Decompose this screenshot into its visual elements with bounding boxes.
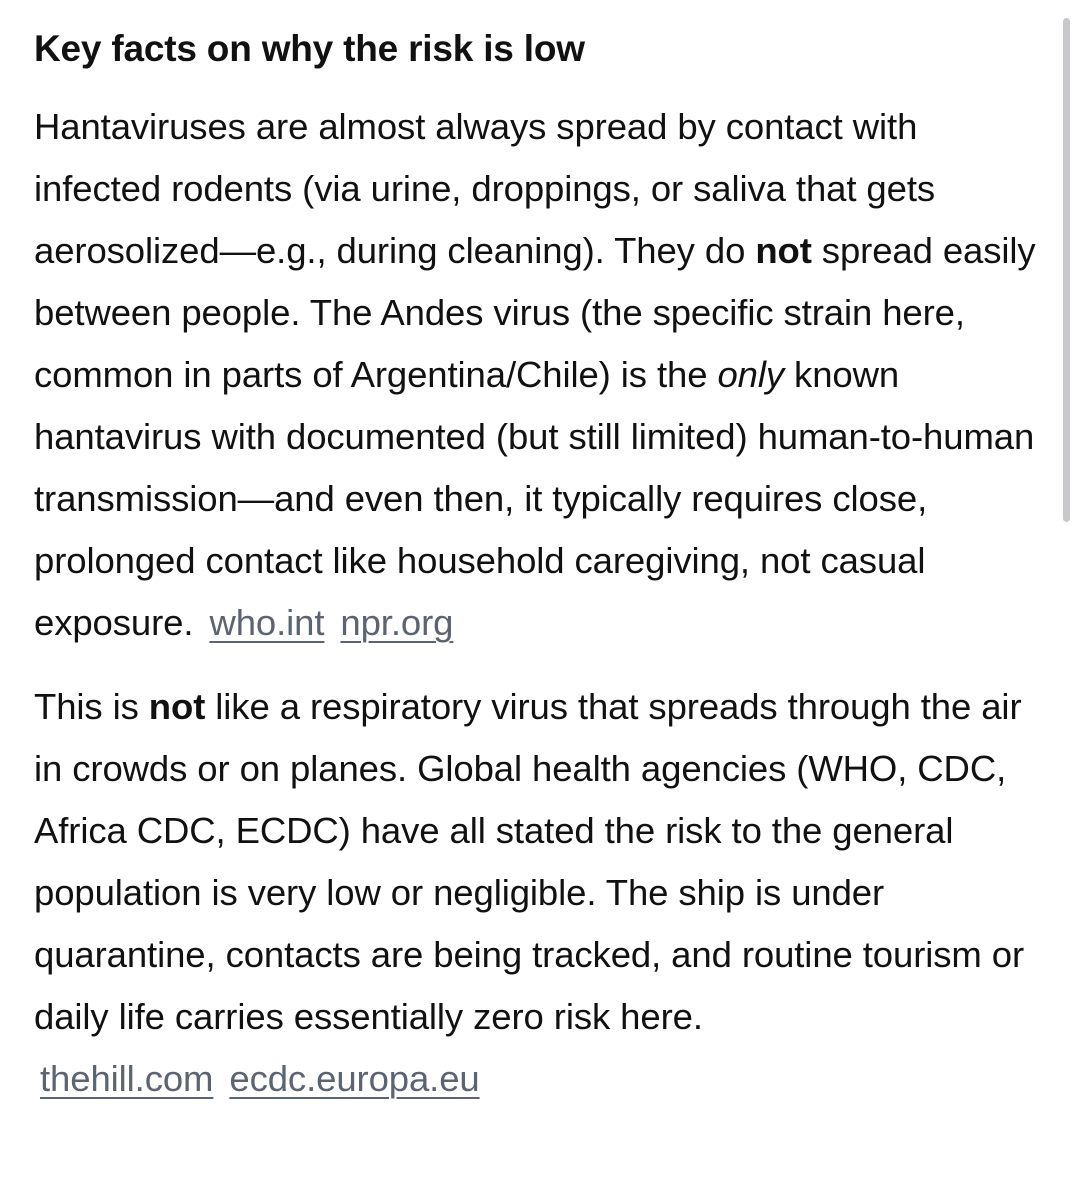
- paragraph-text: known hantavirus with documented (but still limited) human-to-human transmission—and even then, it typically requires close, prolonged contact like household caregiving, not casual exposure.: [34, 354, 1035, 643]
- article-content: [34, 26, 1044, 1132]
- scrollbar-thumb[interactable]: [1063, 18, 1070, 522]
- section-heading: Key facts on why the risk is low: [34, 28, 585, 69]
- citation-link-who[interactable]: who.int: [209, 602, 325, 643]
- paragraph-text: This is: [34, 686, 149, 727]
- paragraph-text: Hantaviruses are almost always spread by contact with infected rodents (via urine, droppings, or saliva that gets aerosolized—e.g., during cleaning). They do: [34, 106, 936, 271]
- citation-link-npr[interactable]: npr.org: [340, 602, 454, 643]
- paragraph-transmission: [34, 96, 1044, 654]
- emphasis-bold: not: [755, 230, 812, 271]
- citation-link-ecdc[interactable]: ecdc.europa.eu: [229, 1058, 480, 1099]
- emphasis-italic: only: [717, 354, 785, 395]
- vertical-scrollbar[interactable]: [1061, 0, 1075, 1200]
- paragraph-text: like a respiratory virus that spreads through the air in crowds or on planes. Global health agencies (WHO, CDC, Africa CDC, ECDC) have all stated the risk to the general population is very low or negligible. The ship is under quarantine, contacts are being tracked, and routine tourism or daily life carries essentially zero risk here.: [34, 686, 1025, 1037]
- citation-link-thehill[interactable]: thehill.com: [40, 1058, 214, 1099]
- emphasis-bold: not: [148, 686, 206, 727]
- paragraph-text: spread easily between people. The Andes virus (the specific strain here, common in parts of Argentina/Chile) is the: [34, 230, 1036, 395]
- paragraph-risk: [34, 676, 1044, 1110]
